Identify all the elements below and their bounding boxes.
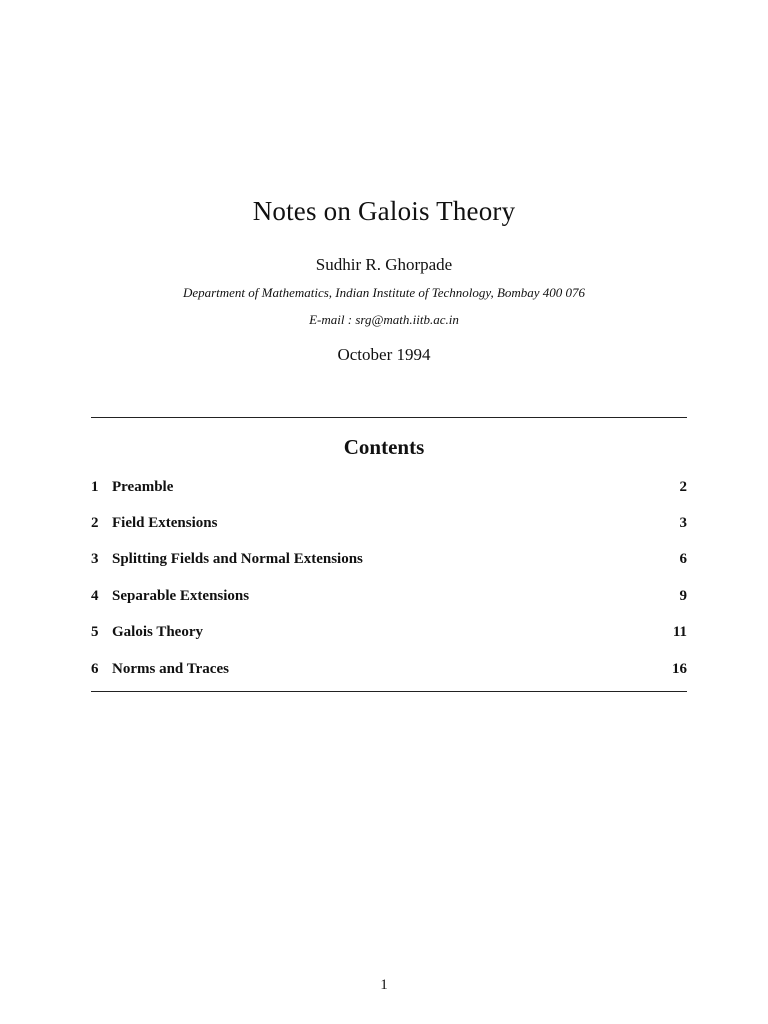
toc-entry-title: Separable Extensions [112, 588, 250, 604]
toc-entry-number: 1 [91, 479, 99, 495]
toc-entry-splitting-fields[interactable] [91, 548, 687, 570]
toc-entry-title: Splitting Fields and Normal Extensions [112, 551, 363, 567]
toc-entry-field-extensions[interactable] [91, 512, 687, 534]
author-affiliation: Department of Mathematics, Indian Institute of Technology, Bombay 400 076 [182, 285, 586, 300]
toc-entry-number: 5 [91, 624, 99, 640]
toc-entry-galois-theory[interactable] [91, 621, 687, 643]
toc-entry-number: 3 [91, 551, 99, 567]
toc-entry-preamble[interactable] [91, 476, 687, 498]
toc-entry-norms-and-traces[interactable] [91, 658, 687, 680]
toc-entry-page: 11 [672, 624, 687, 640]
toc-entry-page: 6 [679, 551, 687, 567]
author-name: Sudhir R. Ghorpade [315, 255, 453, 274]
paper-date: October 1994 [337, 345, 431, 364]
bottom-rule [91, 691, 687, 692]
toc-entry-page: 9 [679, 588, 687, 604]
toc-entry-number: 4 [91, 588, 99, 604]
page-number: 1 [380, 977, 388, 993]
toc-entry-title: Preamble [112, 479, 174, 495]
toc-entry-page: 3 [679, 515, 687, 531]
toc-entry-separable-extensions[interactable] [91, 585, 687, 607]
top-rule [91, 417, 687, 418]
toc-entry-title: Norms and Traces [112, 661, 229, 677]
contents-heading: Contents [343, 435, 425, 459]
toc-entry-number: 6 [91, 661, 99, 677]
toc-entry-page: 2 [679, 479, 687, 495]
toc-entry-title: Field Extensions [112, 515, 218, 531]
toc-entry-number: 2 [91, 515, 99, 531]
author-email: E-mail : srg@math.iitb.ac.in [309, 312, 459, 327]
toc-entry-title: Galois Theory [112, 624, 203, 640]
toc-entry-page: 16 [672, 661, 687, 677]
paper-title: Notes on Galois Theory [252, 196, 516, 226]
